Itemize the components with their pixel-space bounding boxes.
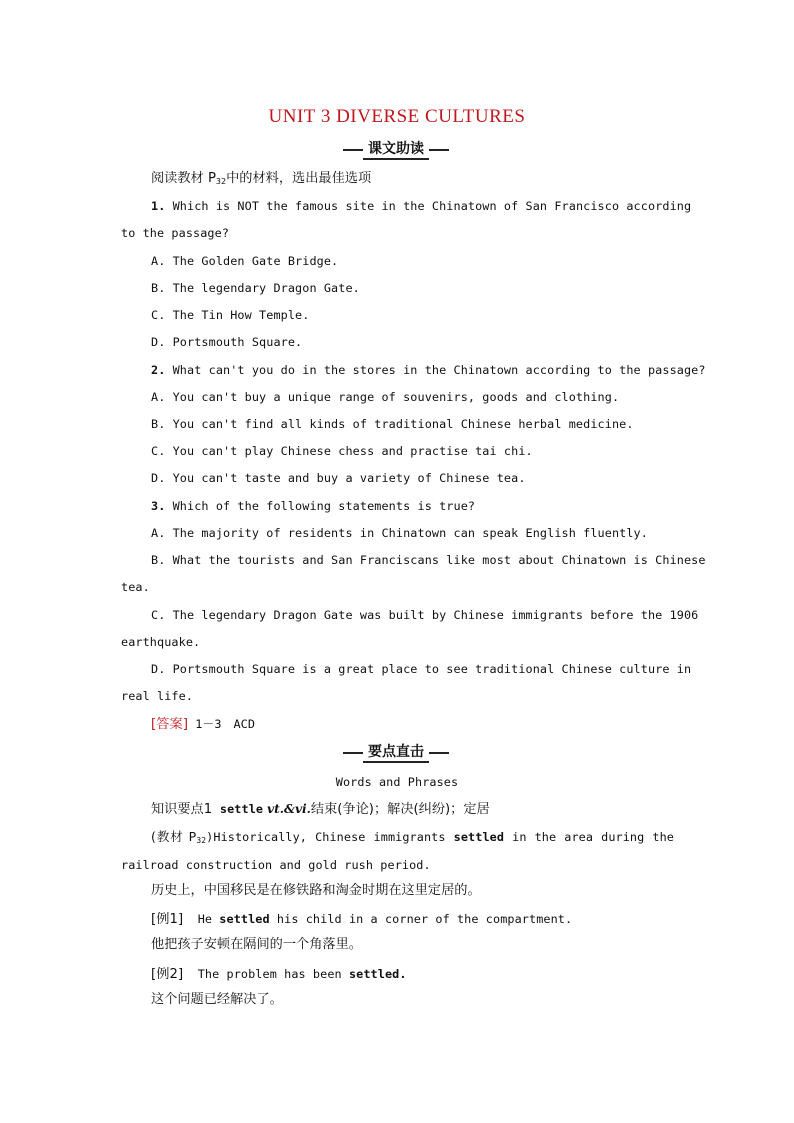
page-ref: 32 [196, 836, 207, 845]
question-2-option-c: C. You can't play Chinese chess and practise tai chi. [151, 444, 533, 458]
question-2-option-a: A. You can't buy a unique range of souvenirs, goods and clothing. [151, 390, 620, 404]
question-1-option-d: D. Portsmouth Square. [151, 335, 303, 349]
question-3-option-d-cont: real life. [121, 689, 194, 703]
instruction-text: 阅读教材 P [151, 171, 216, 186]
source-sentence: (教材 $P_{32})Historically$, Chinese immigrants settled in the area during the [151, 829, 675, 845]
knowledge-point-1 [151, 801, 490, 818]
part-of-speech: vt.&vi. [266, 802, 311, 816]
example-tag: [例1] [151, 912, 184, 927]
answer-tag: [答案] [151, 717, 189, 732]
answer-value: 1－3 ACD [195, 717, 256, 731]
question-1-option-a: A. The Golden Gate Bridge. [151, 254, 339, 268]
section-label: 课文助读 [363, 140, 429, 158]
question-3-option-b-cont: tea. [121, 580, 150, 594]
example-1-translation: 他把孩子安顿在隔间的一个角落里。 [151, 937, 362, 952]
question-number: 3. [151, 499, 166, 513]
question-3-option-c-cont: earthquake. [121, 635, 201, 649]
question-number: 2. [151, 363, 166, 377]
example-tag: [例2] [151, 967, 184, 982]
answer-line [151, 716, 255, 733]
question-3-option-b: B. What the tourists and San Franciscans like most about Chinatown is Chinese [151, 553, 706, 567]
section-banner-keypoints [343, 744, 449, 762]
unit-title: UNIT 3 DIVERSE CULTURES [268, 106, 526, 127]
source-translation: 历史上，中国移民是在修铁路和淘金时期在这里定居的。 [151, 883, 481, 898]
subheading: Words and Phrases [335, 775, 459, 789]
headword: settle [219, 802, 264, 816]
keyword: settled. [348, 967, 407, 981]
question-3-option-d: D. Portsmouth Square is a great place to see traditional Chinese culture in [151, 662, 692, 676]
question-3-option-c: C. The legendary Dragon Gate was built by Chinese immigrants before the 1906 [151, 608, 699, 622]
question-3-stem: 3. Which of the following statements is true? [151, 499, 476, 513]
example-2-translation: 这个问题已经解决了。 [151, 992, 283, 1007]
question-2-option-d: D. You can't taste and buy a variety of Chinese tea. [151, 471, 526, 485]
section-label: 要点直击 [363, 743, 429, 761]
source-sentence-cont: railroad construction and gold rush period. [121, 858, 431, 872]
point-tag: 知识要点1 [151, 802, 213, 817]
question-2-stem: 2. What can't you do in the stores in the Chinatown according to the passage? [151, 363, 706, 377]
question-2-option-b: B. You can't find all kinds of traditional Chinese herbal medicine. [151, 417, 634, 431]
keyword: settled [219, 912, 270, 926]
question-1-option-b: B. The legendary Dragon Gate. [151, 281, 360, 295]
example-2: [例2] The problem has been settled. [151, 967, 407, 982]
question-number: 1. [151, 199, 166, 213]
meaning: 结束(争论)；解决(纠纷)；定居 [310, 802, 490, 817]
question-3-option-a: A. The majority of residents in Chinatown can speak English fluently. [151, 526, 648, 540]
keyword: settled [453, 830, 505, 844]
page-ref: 32 [215, 177, 227, 186]
instruction-text: 中的材料，选出最佳选项 [226, 171, 372, 186]
question-1-option-c: C. The Tin How Temple. [151, 308, 310, 322]
section-banner-reading [343, 141, 449, 159]
question-1-stem-cont: to the passage? [121, 226, 230, 240]
question-1-stem: 1. Which is NOT the famous site in the Chinatown of San Francisco according [151, 199, 692, 213]
instruction-line [151, 171, 371, 190]
example-1: [例1] He settled his child in a corner of the compartment. [151, 912, 573, 927]
